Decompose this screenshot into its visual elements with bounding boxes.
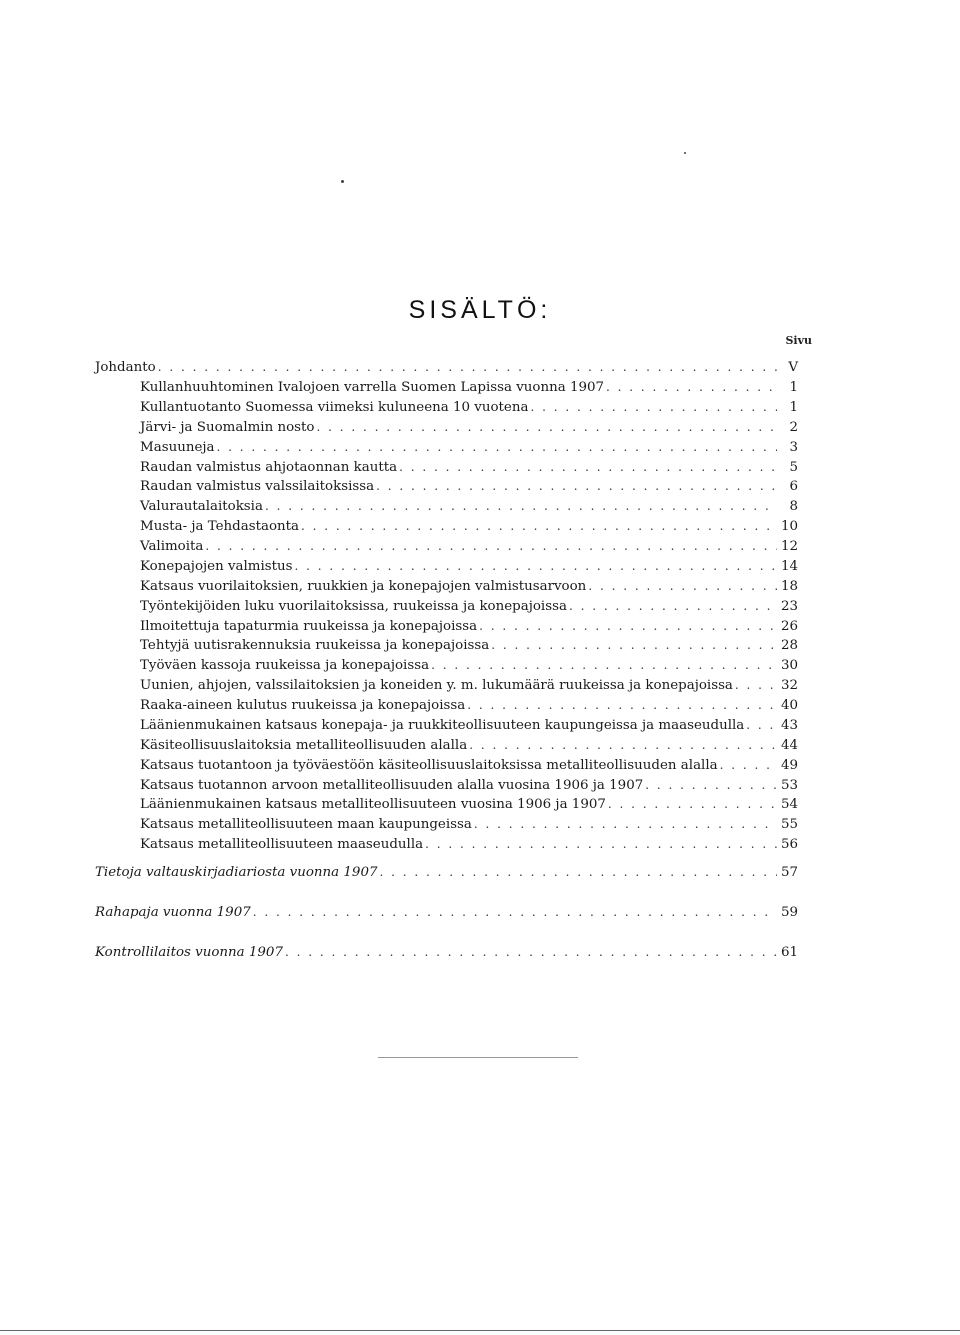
scan-speck <box>684 152 686 154</box>
toc-entry-label: Kullantuotanto Suomessa viimeksi kuluneena 10 vuotena <box>140 400 529 415</box>
leader-dots <box>530 397 777 417</box>
toc-entry-page: 18 <box>780 579 798 594</box>
toc-entry[interactable] <box>140 655 798 675</box>
leader-dots <box>425 834 777 854</box>
toc-entry-page: 43 <box>780 718 798 733</box>
toc-entry-label: Tietoja valtauskirjadiariosta vuonna 1907 <box>95 865 378 880</box>
toc-entry-page: 54 <box>780 797 798 812</box>
toc-entry-label: Valimoita <box>140 539 204 554</box>
toc-entry-page: 30 <box>780 658 798 673</box>
leader-dots <box>479 616 777 636</box>
toc-entry-label: Johdanto <box>95 360 156 375</box>
toc-entry-label: Työntekijöiden luku vuorilaitoksissa, ruukeissa ja konepajoissa <box>140 599 567 614</box>
toc-entry[interactable] <box>140 377 798 397</box>
toc-entry-page: 32 <box>780 678 798 693</box>
toc-entry-page: 6 <box>789 479 798 494</box>
toc-entry-label: Ilmoitettuja tapaturmia ruukeissa ja konepajoissa <box>140 619 478 634</box>
toc-entry-page: 61 <box>780 945 798 960</box>
toc-entry-label: Työväen kassoja ruukeissa ja konepajoissa <box>140 658 430 673</box>
toc-entry-page: 40 <box>780 698 798 713</box>
leader-dots <box>467 695 777 715</box>
toc-entry[interactable] <box>140 715 798 735</box>
leader-dots <box>720 755 777 775</box>
scan-speck <box>341 180 344 183</box>
toc-entry[interactable] <box>140 616 798 636</box>
leader-dots <box>645 775 777 795</box>
leader-dots <box>399 457 777 477</box>
toc-entry[interactable] <box>140 496 798 516</box>
toc-entry[interactable] <box>140 476 798 496</box>
toc-entry-label: Katsaus metalliteollisuuteen maan kaupungeissa <box>140 817 472 832</box>
leader-dots <box>295 556 777 576</box>
toc-entry-label: Katsaus tuotantoon ja työväestöön käsiteollisuuslaitoksissa metalliteollisuuden alalla <box>140 758 718 773</box>
toc-entry-page: 26 <box>780 619 798 634</box>
toc-entry-page: 1 <box>789 380 798 395</box>
toc-entry-label: Kontrollilaitos vuonna 1907 <box>95 945 283 960</box>
leader-dots <box>253 902 777 922</box>
leader-dots <box>205 536 777 556</box>
toc-entry-page: 2 <box>789 420 798 435</box>
toc-entry[interactable] <box>140 457 798 477</box>
toc-entry-label: Kullanhuuhtominen Ivalojoen varrella Suomen Lapissa vuonna 1907 <box>140 380 605 395</box>
toc-entry-label: Tehtyjä uutisrakennuksia ruukeissa ja konepajoissa <box>140 638 490 653</box>
toc-entry-label: Läänienmukainen katsaus metalliteollisuuteen vuosina 1906 ja 1907 <box>140 797 606 812</box>
toc-entry[interactable] <box>140 417 798 437</box>
toc-entry[interactable] <box>140 596 798 616</box>
toc-entry-label: Konepajojen valmistus <box>140 559 293 574</box>
toc-entry-label: Läänienmukainen katsaus konepaja- ja ruukkiteollisuuteen kaupungeissa ja maaseudulla <box>140 718 745 733</box>
toc-entry-label: Katsaus vuorilaitoksien, ruukkien ja konepajojen valmistusarvoon <box>140 579 587 594</box>
toc-entry-page: 44 <box>780 738 798 753</box>
leader-dots <box>569 596 777 616</box>
toc-entry-label: Valurautalaitoksia <box>140 499 263 514</box>
toc-entry-page: 53 <box>780 778 798 793</box>
leader-dots <box>158 357 777 377</box>
toc-entry-page: 10 <box>780 519 798 534</box>
toc-entry-page: 59 <box>780 905 798 920</box>
toc-entry[interactable] <box>140 576 798 596</box>
toc-entry-label: Rahapaja vuonna 1907 <box>95 905 251 920</box>
toc-entry-label: Raudan valmistus ahjotaonnan kautta <box>140 460 398 475</box>
toc-entry-page: V <box>788 360 798 375</box>
toc-entry[interactable] <box>140 635 798 655</box>
leader-dots <box>376 476 777 496</box>
leader-dots <box>735 675 777 695</box>
toc-entry-intro[interactable] <box>95 357 798 377</box>
leader-dots <box>608 794 777 814</box>
toc-entry-page: 49 <box>780 758 798 773</box>
page-title: SISÄLTÖ: <box>408 296 552 324</box>
toc-entry-label: Musta- ja Tehdastaonta <box>140 519 300 534</box>
toc-entry[interactable] <box>140 437 798 457</box>
toc-entry[interactable] <box>140 516 798 536</box>
leader-dots <box>431 655 777 675</box>
toc-entry[interactable] <box>140 695 798 715</box>
leader-dots <box>588 576 777 596</box>
toc-entry-page: 12 <box>780 539 798 554</box>
toc-entry-label: Masuuneja <box>140 440 215 455</box>
toc-entry-page: 5 <box>789 460 798 475</box>
toc-entry-page: 14 <box>780 559 798 574</box>
toc-entry[interactable] <box>140 397 798 417</box>
leader-dots <box>746 715 777 735</box>
toc-appendix-entry[interactable] <box>95 902 798 922</box>
toc-entry[interactable] <box>140 794 798 814</box>
bottom-short-rule <box>378 1057 578 1058</box>
toc-entry-label: Käsiteollisuuslaitoksia metalliteollisuuden alalla <box>140 738 468 753</box>
leader-dots <box>491 635 777 655</box>
leader-dots <box>285 942 777 962</box>
toc-entry-page: 1 <box>789 400 798 415</box>
toc-entry-page: 23 <box>780 599 798 614</box>
leader-dots <box>217 437 778 457</box>
leader-dots <box>469 735 777 755</box>
toc-entry[interactable] <box>140 834 798 854</box>
toc-entry-page: 8 <box>789 499 798 514</box>
toc-entry-page: 28 <box>780 638 798 653</box>
toc-entry[interactable] <box>140 775 798 795</box>
leader-dots <box>606 377 777 397</box>
toc-entry-page: 57 <box>780 865 798 880</box>
leader-dots <box>380 862 778 882</box>
toc-entry[interactable] <box>140 814 798 834</box>
toc-entry[interactable] <box>140 556 798 576</box>
toc-entry-page: 56 <box>780 837 798 852</box>
toc-entry[interactable] <box>140 675 798 695</box>
page-column-label: Sivu <box>785 334 812 347</box>
leader-dots <box>316 417 777 437</box>
toc-appendix-entry[interactable] <box>95 862 798 882</box>
toc-appendix-entry[interactable] <box>95 942 798 962</box>
toc-entry-page: 55 <box>780 817 798 832</box>
toc-entry-label: Raudan valmistus valssilaitoksissa <box>140 479 375 494</box>
leader-dots <box>474 814 777 834</box>
toc-entry-label: Uunien, ahjojen, valssilaitoksien ja koneiden y. m. lukumäärä ruukeissa ja konepajoissa <box>140 678 733 693</box>
toc-entry[interactable] <box>140 735 798 755</box>
toc-entry[interactable] <box>140 755 798 775</box>
leader-dots <box>265 496 777 516</box>
toc-entry-label: Järvi- ja Suomalmin nosto <box>140 420 315 435</box>
toc-entry-label: Raaka-aineen kulutus ruukeissa ja konepajoissa <box>140 698 466 713</box>
bottom-edge-rule <box>0 1330 960 1331</box>
toc-entry[interactable] <box>140 536 798 556</box>
toc-entry-label: Katsaus tuotannon arvoon metalliteollisuuden alalla vuosina 1906 ja 1907 <box>140 778 644 793</box>
toc-entry-label: Katsaus metalliteollisuuteen maaseudulla <box>140 837 424 852</box>
leader-dots <box>301 516 777 536</box>
toc-entry-page: 3 <box>789 440 798 455</box>
